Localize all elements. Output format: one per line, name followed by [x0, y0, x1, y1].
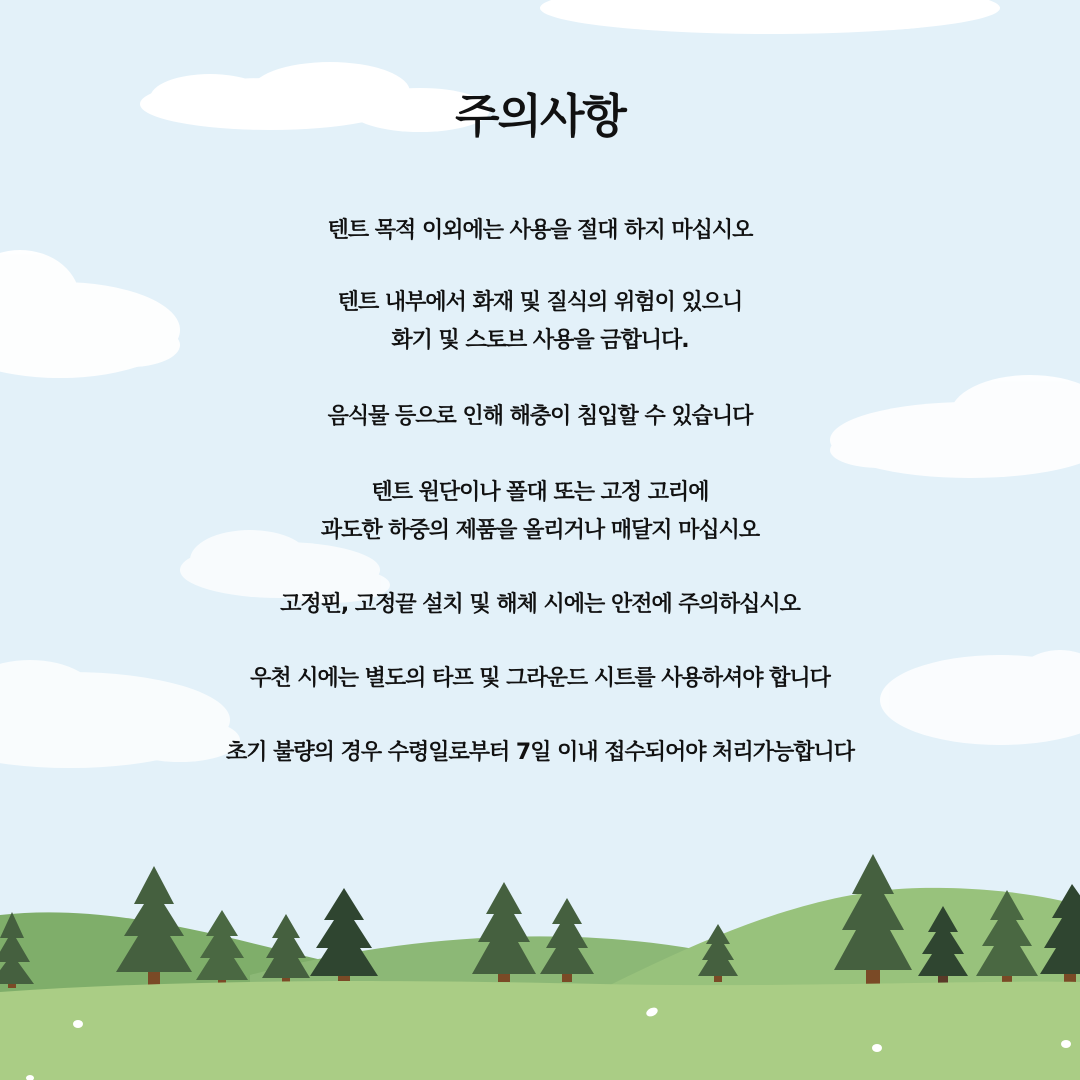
page-title: 주의사항 — [455, 89, 625, 143]
meadow — [0, 981, 1080, 1080]
notice-line: 초기 불량의 경우 수령일로부터 7일 이내 접수되어야 처리가능합니다 — [226, 740, 854, 765]
notice-line: 과도한 하중의 제품을 올리거나 매달지 마십시오 — [320, 518, 760, 543]
notice-line: 우천 시에는 별도의 타프 및 그라운드 시트를 사용하셔야 합니다 — [250, 666, 830, 691]
notice-item-rain — [40, 660, 1040, 698]
notice-item-purpose — [40, 212, 1040, 250]
notice-item-fire — [40, 284, 1040, 360]
notice-line: 텐트 원단이나 폴대 또는 고정 고리에 — [371, 480, 709, 505]
notice-line: 고정핀, 고정끝 설치 및 해체 시에는 안전에 주의하십시오 — [280, 592, 800, 617]
notice-line: 음식물 등으로 인해 해충이 침입할 수 있습니다 — [327, 404, 753, 429]
notice-item-pegs — [40, 586, 1040, 624]
notice-item-food — [40, 398, 1040, 436]
notice-line: 텐트 목적 이외에는 사용을 절대 하지 마십시오 — [327, 218, 753, 243]
notice-line: 화기 및 스토브 사용을 금합니다. — [391, 328, 689, 353]
notice-item-defect — [40, 734, 1040, 772]
notice-line: 텐트 내부에서 화재 및 질식의 위험이 있으니 — [337, 290, 743, 315]
notice-item-load — [40, 474, 1040, 550]
